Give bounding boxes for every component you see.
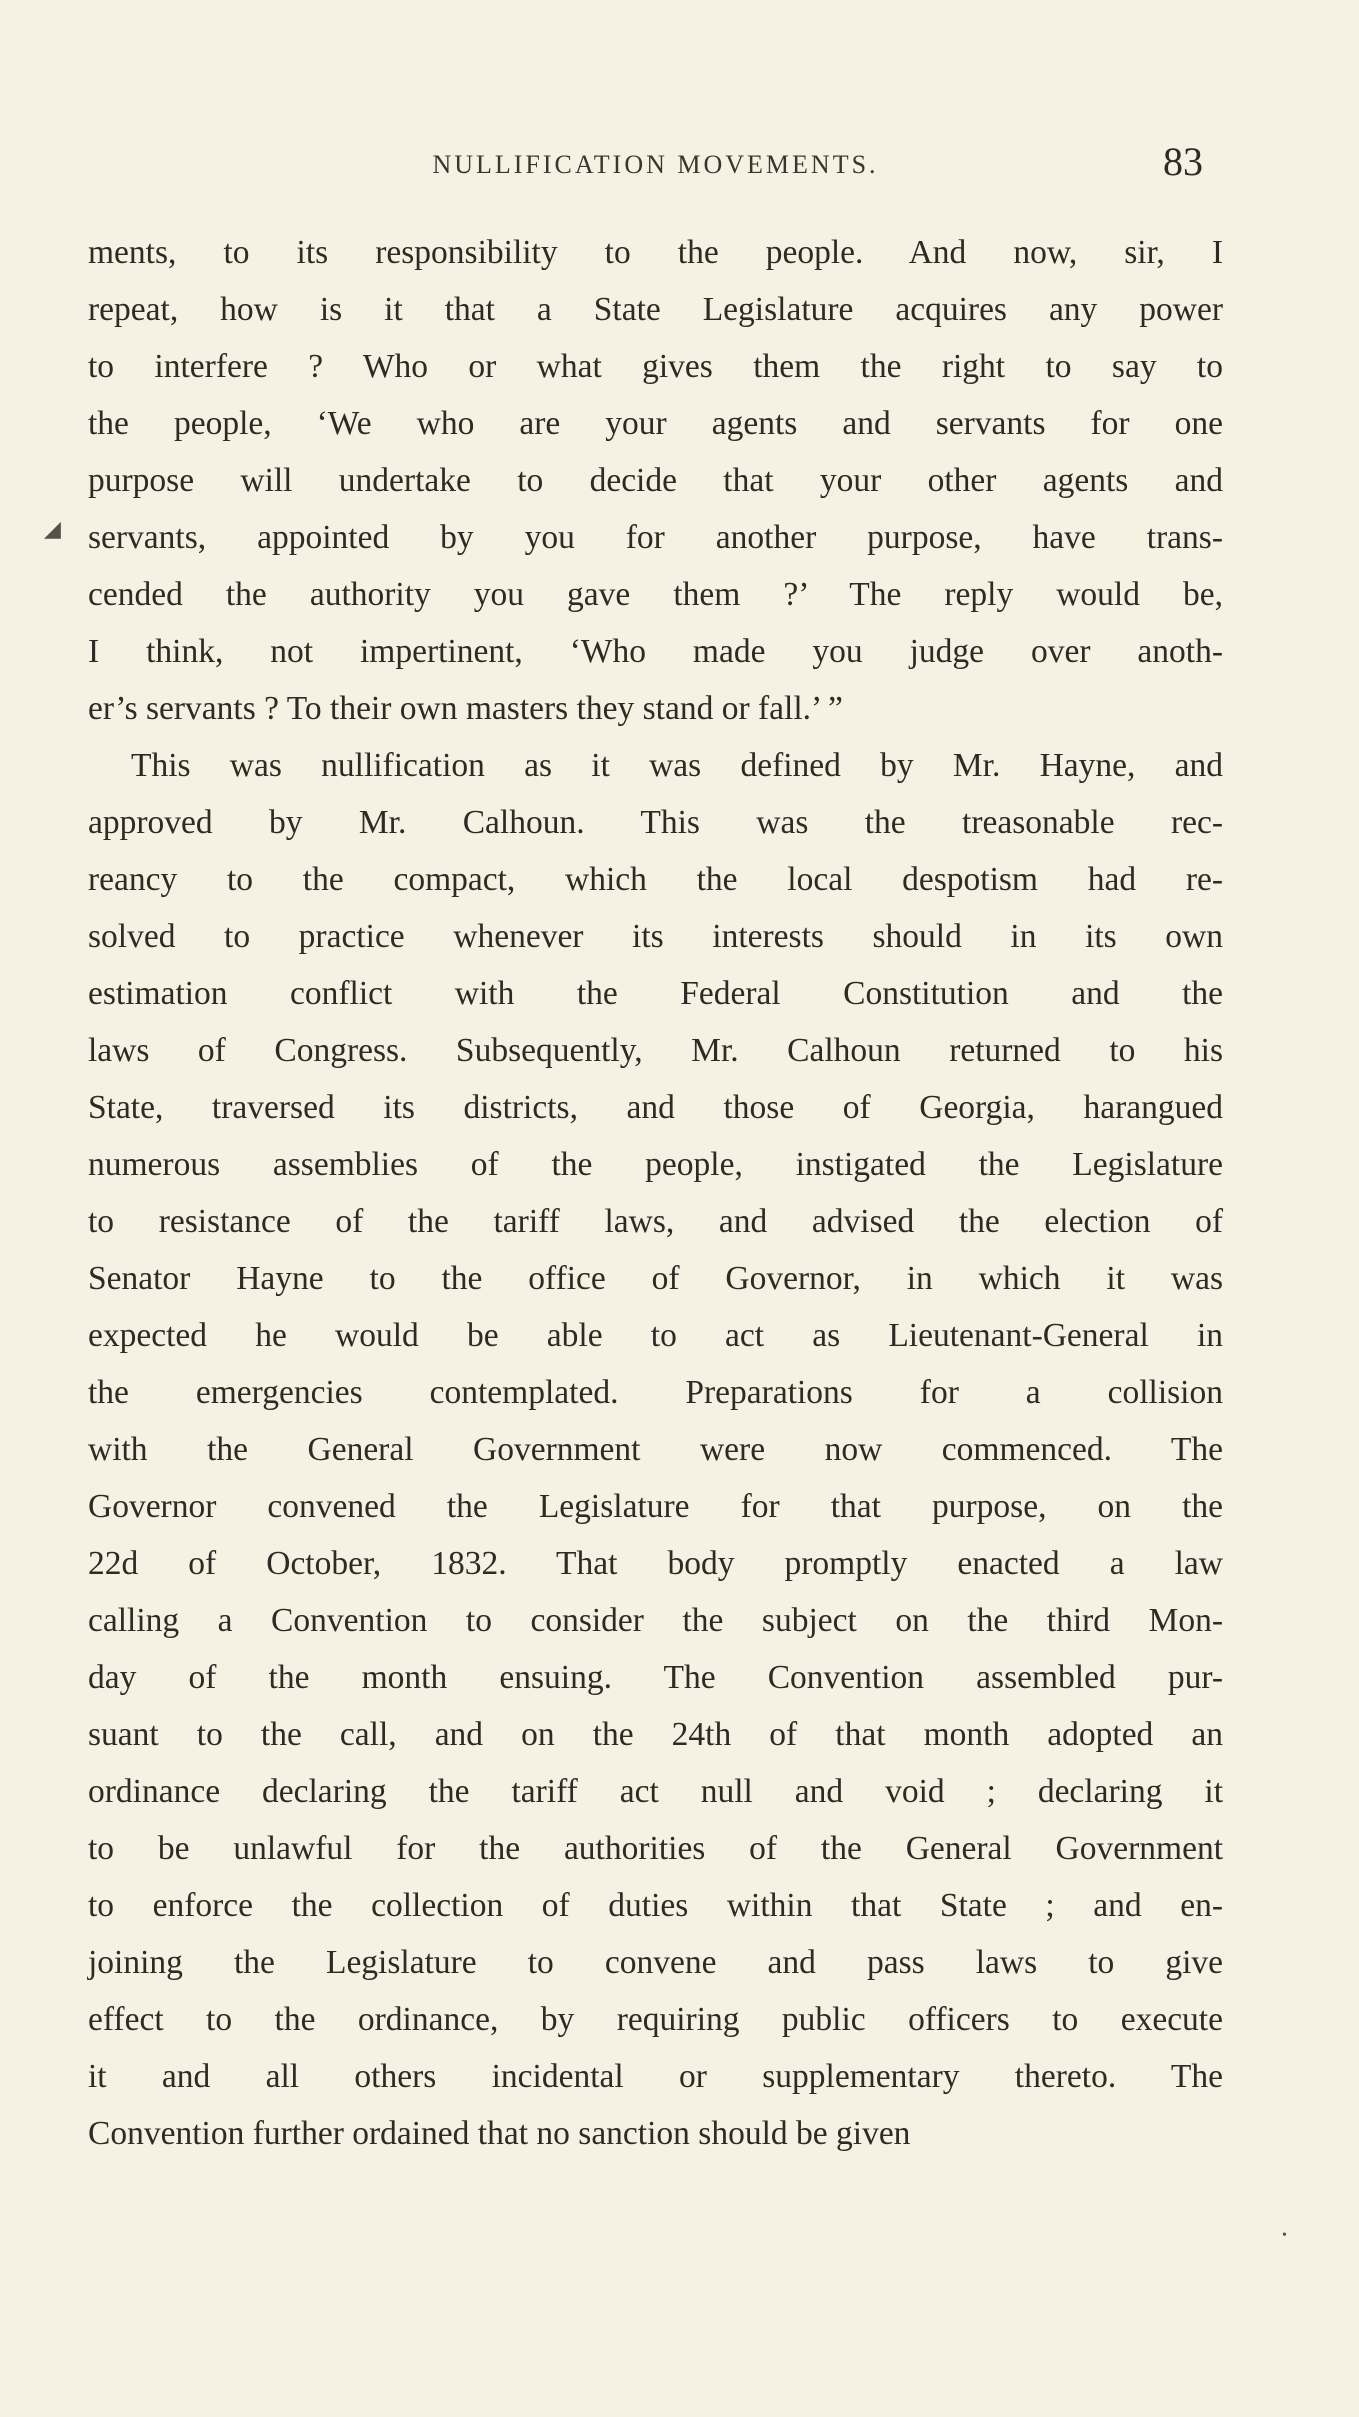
text-line: Governor convened the Legislature for that purpose, on the [88,1488,1223,1525]
text-line: This was nullification as it was defined by Mr. Hayne, and [131,747,1223,784]
text-line: effect to the ordinance, by requiring public officers to execute [88,2001,1223,2038]
text-line: with the General Government were now commenced. The [88,1431,1223,1468]
running-title: NULLIFICATION MOVEMENTS. [432,150,879,179]
running-head [88,138,1223,188]
text-line: purpose will undertake to decide that your other agents and [88,462,1223,499]
text-line: reancy to the compact, which the local despotism had re- [88,861,1223,898]
text-line: ments, to its responsibility to the people. And now, sir, I [88,234,1223,271]
text-line: cended the authority you gave them ?’ The reply would be, [88,576,1223,613]
text-line: the people, ‘We who are your agents and servants for one [88,405,1223,442]
body-text [88,224,1223,2162]
text-line: to interfere ? Who or what gives them the right to say to [88,348,1223,385]
text-line: expected he would be able to act as Lieutenant-General in [88,1317,1223,1354]
text-line: it and all others incidental or supplementary thereto. The [88,2058,1223,2095]
text-line: 22d of October, 1832. That body promptly enacted a law [88,1545,1223,1582]
text-line: to be unlawful for the authorities of the General Government [88,1830,1223,1867]
text-line: laws of Congress. Subsequently, Mr. Calhoun returned to his [88,1032,1223,1069]
text-line: suant to the call, and on the 24th of that month adopted an [88,1716,1223,1753]
text-line: Convention further ordained that no sanction should be given [88,2115,911,2152]
page-number: 83 [1163,139,1203,184]
text-line: numerous assemblies of the people, instigated the Legislature [88,1146,1223,1183]
text-line: er’s servants ? To their own masters they stand or fall.’ ” [88,690,843,727]
text-line: State, traversed its districts, and those of Georgia, harangued [88,1089,1223,1126]
margin-mark-left: ◢ [44,516,61,541]
text-line: approved by Mr. Calhoun. This was the treasonable rec- [88,804,1223,841]
margin-mark-right: • [1282,2228,1287,2243]
text-line: to enforce the collection of duties within that State ; and en- [88,1887,1223,1924]
text-line: to resistance of the tariff laws, and advised the election of [88,1203,1223,1240]
text-line: joining the Legislature to convene and pass laws to give [88,1944,1223,1981]
text-line: Senator Hayne to the office of Governor, in which it was [88,1260,1223,1297]
text-line: calling a Convention to consider the subject on the third Mon- [88,1602,1223,1639]
text-line: servants, appointed by you for another purpose, have trans- [88,519,1223,556]
text-line: day of the month ensuing. The Convention assembled pur- [88,1659,1223,1696]
text-line: the emergencies contemplated. Preparations for a collision [88,1374,1223,1411]
paragraph-2 [88,737,1223,2162]
text-line: estimation conflict with the Federal Constitution and the [88,975,1223,1012]
text-line: I think, not impertinent, ‘Who made you judge over anoth- [88,633,1223,670]
text-line: ordinance declaring the tariff act null and void ; declaring it [88,1773,1223,1810]
paragraph-1 [88,224,1223,737]
text-line: repeat, how is it that a State Legislature acquires any power [88,291,1223,328]
text-line: solved to practice whenever its interests should in its own [88,918,1223,955]
